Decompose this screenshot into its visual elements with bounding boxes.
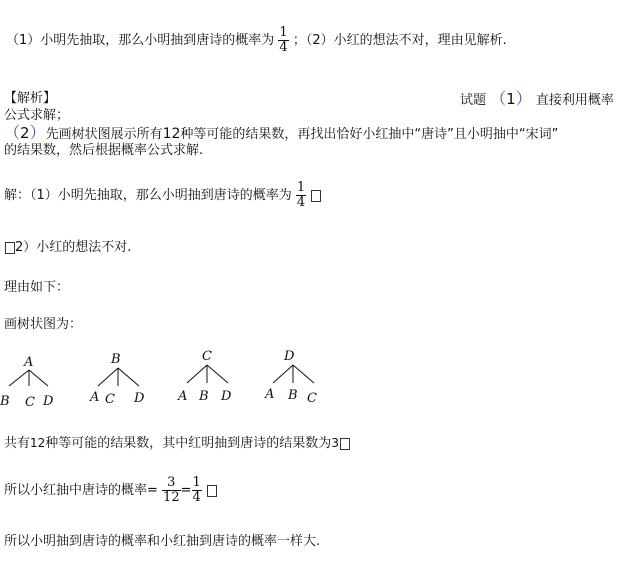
paren-open: （ <box>4 123 21 142</box>
fraction-denominator: 4 <box>296 195 306 210</box>
tree-branch <box>98 368 118 386</box>
equals-sign: = <box>180 483 192 498</box>
tree-leaf: C <box>105 392 115 407</box>
conclusion-line: 所以小明抽到唐诗的概率和小红抽到唐诗的概率一样大. <box>4 534 321 549</box>
tree-intro: 画树状图为： <box>4 317 83 332</box>
fraction-numerator: 3 <box>162 476 181 491</box>
tree-leaf: A <box>178 389 188 404</box>
solution-part2-text: 2）小红的想法不对. <box>15 240 132 255</box>
tree-leaf: D <box>43 394 54 409</box>
fraction-denominator: 12 <box>163 490 180 505</box>
answer-line <box>6 26 507 55</box>
analysis-header: 【解析】 <box>4 91 57 106</box>
outcomes-line <box>4 432 350 451</box>
tree-branch <box>207 365 228 383</box>
analysis-line2: 公式求解； <box>4 108 70 123</box>
tree-leaf: B <box>288 388 298 403</box>
tree-c <box>177 349 232 404</box>
probability-text: 所以小红抽中唐诗的概率= <box>4 483 158 498</box>
outcomes-a: 共有 <box>4 436 31 451</box>
tree-branch <box>29 370 48 386</box>
solution-part1 <box>4 181 321 210</box>
paren-close: ） <box>515 89 532 108</box>
count-twelve: 12 <box>162 126 181 142</box>
analysis-line3-a: 先画树状图展示所有 <box>45 127 163 142</box>
tree-root: B <box>111 352 121 367</box>
tree-branch <box>187 365 207 383</box>
analysis-right-rest: 直接利用概率 <box>535 93 614 108</box>
solution-part1-text: 解：（1）小明先抽取，那么小明抽到唐诗的概率为 <box>4 188 292 203</box>
tree-leaf: D <box>134 391 145 406</box>
answer-part1: （1）小明先抽取，那么小明抽到唐诗的概率为 <box>6 33 275 48</box>
tree-leaf: B <box>199 389 209 404</box>
tree-root: A <box>24 355 34 370</box>
probability-fraction <box>162 476 181 505</box>
tree-root: D <box>284 349 295 364</box>
tree-leaf: A <box>90 390 100 405</box>
count-three: 3 <box>331 436 339 450</box>
tree-leaf: D <box>221 389 232 404</box>
answer-fraction <box>278 26 288 55</box>
fraction-denominator: 4 <box>192 490 201 505</box>
tree-branch <box>9 370 29 386</box>
analysis-line4: 的结果数，然后根据概率公式求解. <box>4 143 204 158</box>
fraction-numerator: 1 <box>279 25 288 40</box>
fraction-numerator: 1 <box>296 180 306 195</box>
tree-b <box>89 352 145 407</box>
paren-close: ） <box>29 123 46 142</box>
part-number: 1 <box>506 90 516 108</box>
placeholder-box-icon <box>5 242 15 254</box>
tree-leaf: B <box>0 394 10 409</box>
probability-fraction-simplified <box>192 476 202 505</box>
paren-open: （ <box>490 89 507 108</box>
tree-root: C <box>202 349 212 364</box>
fraction-denominator: 4 <box>279 40 288 55</box>
placeholder-box-icon <box>207 485 217 497</box>
solution-fraction <box>296 181 306 210</box>
fraction-numerator: 1 <box>192 475 201 490</box>
tree-diagram <box>0 342 630 412</box>
solution-part2 <box>4 236 131 255</box>
count-twelve: 12 <box>30 436 46 450</box>
answer-part2: ；（2）小红的想法不对，理由见解析. <box>292 33 507 48</box>
probability-line <box>4 476 217 505</box>
tree-leaf: C <box>25 395 35 410</box>
placeholder-box-icon <box>340 438 350 450</box>
tree-d <box>264 349 317 406</box>
reason-heading: 理由如下： <box>4 280 70 295</box>
tree-leaf: A <box>265 387 275 402</box>
analysis-line3-b: 种等可能的结果数，再找出恰好小红抽中“唐诗”且小明抽中“宋词” <box>180 127 559 142</box>
tree-branch <box>293 365 314 383</box>
outcomes-b: 种等可能的结果数，其中红明抽到唐诗的结果数为 <box>45 436 332 451</box>
part-number: 2 <box>20 124 30 142</box>
tree-branch <box>273 365 293 383</box>
tree-a <box>0 355 54 410</box>
analysis-label: 试题 <box>460 93 487 108</box>
analysis-right <box>460 86 614 109</box>
tree-branch <box>118 368 139 386</box>
placeholder-box-icon <box>311 190 321 202</box>
tree-leaf: C <box>307 391 317 406</box>
